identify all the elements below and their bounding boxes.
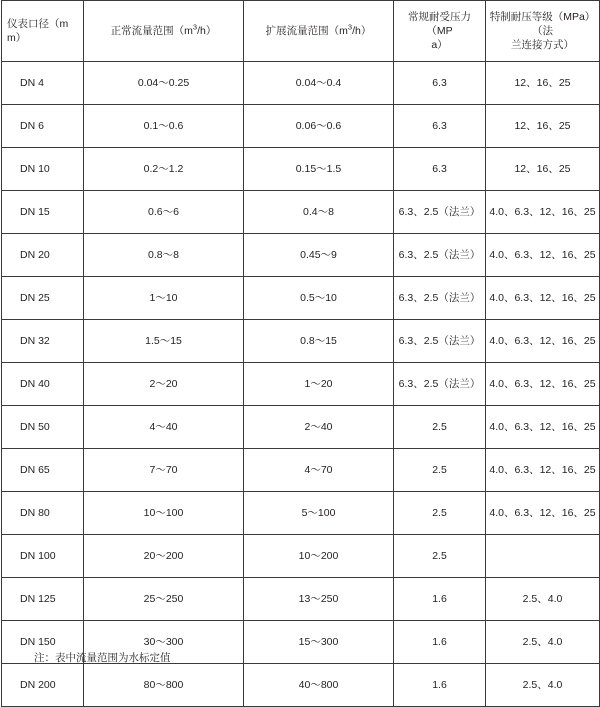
cell-normal-flow: 0.8～8 xyxy=(84,234,244,277)
cell-extended-flow: 4～70 xyxy=(244,449,394,492)
cell-normal-flow: 0.1～0.6 xyxy=(84,105,244,148)
cell-normal-flow: 80～800 xyxy=(84,664,244,707)
cell-diameter: DN 65 xyxy=(2,449,84,492)
cell-normal-flow: 25～250 xyxy=(84,578,244,621)
cell-pressure: 2.5 xyxy=(394,449,486,492)
header-special-pressure-line1: 特制耐压等级（MPa）（法 xyxy=(489,10,596,37)
cell-normal-flow: 20～200 xyxy=(84,535,244,578)
table-row xyxy=(2,406,600,449)
cell-special-pressure: 2.5、4.0 xyxy=(486,664,600,707)
cell-diameter: DN 200 xyxy=(2,664,84,707)
cell-extended-flow: 13～250 xyxy=(244,578,394,621)
cell-extended-flow: 40～800 xyxy=(244,664,394,707)
cell-diameter: DN 125 xyxy=(2,578,84,621)
cell-pressure: 2.5 xyxy=(394,406,486,449)
cell-diameter: DN 32 xyxy=(2,320,84,363)
cell-normal-flow: 7～70 xyxy=(84,449,244,492)
cell-diameter: DN 6 xyxy=(2,105,84,148)
header-pressure-line2: a） xyxy=(431,39,448,52)
header-cell-extended-flow xyxy=(244,1,394,62)
cell-extended-flow: 0.04～0.4 xyxy=(244,62,394,105)
cell-diameter: DN 100 xyxy=(2,535,84,578)
cell-extended-flow: 1～20 xyxy=(244,363,394,406)
cell-diameter: DN 25 xyxy=(2,277,84,320)
cell-diameter: DN 40 xyxy=(2,363,84,406)
table-row xyxy=(2,449,600,492)
cell-diameter: DN 20 xyxy=(2,234,84,277)
cell-extended-flow: 2～40 xyxy=(244,406,394,449)
header-special-pressure-line2: 兰连接方式） xyxy=(511,39,574,52)
cell-special-pressure: 4.0、6.3、12、16、25 xyxy=(486,277,600,320)
cell-normal-flow: 30～300 xyxy=(84,621,244,664)
header-pressure-line1: 常规耐受压力（MP xyxy=(408,10,471,37)
header-diameter-line2: m） xyxy=(7,32,27,44)
cell-pressure: 1.6 xyxy=(394,664,486,707)
cell-pressure: 6.3、2.5（法兰） xyxy=(394,191,486,234)
cell-normal-flow: 1.5～15 xyxy=(84,320,244,363)
cell-extended-flow: 15～300 xyxy=(244,621,394,664)
cell-special-pressure: 4.0、6.3、12、16、25 xyxy=(486,492,600,535)
cell-diameter: DN 10 xyxy=(2,148,84,191)
cell-extended-flow: 10～200 xyxy=(244,535,394,578)
cell-pressure: 6.3、2.5（法兰） xyxy=(394,363,486,406)
cell-special-pressure: 4.0、6.3、12、16、25 xyxy=(486,449,600,492)
table-row xyxy=(2,578,600,621)
table-row xyxy=(2,535,600,578)
table-row xyxy=(2,277,600,320)
cell-extended-flow: 0.15～1.5 xyxy=(244,148,394,191)
cell-pressure: 6.3 xyxy=(394,148,486,191)
cell-diameter: DN 80 xyxy=(2,492,84,535)
header-normal-flow-b: /h） xyxy=(197,24,217,37)
cell-extended-flow: 0.45～9 xyxy=(244,234,394,277)
cell-normal-flow: 0.6～6 xyxy=(84,191,244,234)
cell-diameter: DN 50 xyxy=(2,406,84,449)
header-extended-flow-b: /h） xyxy=(352,24,372,37)
cell-normal-flow: 2～20 xyxy=(84,363,244,406)
cell-diameter: DN 4 xyxy=(2,62,84,105)
table-header xyxy=(2,1,600,62)
table-row xyxy=(2,148,600,191)
specification-table xyxy=(1,0,600,707)
cell-normal-flow: 1～10 xyxy=(84,277,244,320)
table-row xyxy=(2,234,600,277)
cell-pressure: 1.6 xyxy=(394,621,486,664)
header-diameter-line1: 仪表口径（m xyxy=(7,17,69,30)
cell-pressure: 1.6 xyxy=(394,578,486,621)
cell-normal-flow: 0.04～0.25 xyxy=(84,62,244,105)
cell-pressure: 6.3 xyxy=(394,105,486,148)
header-cell-special-pressure xyxy=(486,1,600,62)
cell-pressure: 2.5 xyxy=(394,492,486,535)
header-cell-normal-flow xyxy=(84,1,244,62)
cell-special-pressure: 4.0、6.3、12、16、25 xyxy=(486,320,600,363)
cell-normal-flow: 10～100 xyxy=(84,492,244,535)
table-footnote: 注：表中流量范围为水标定值 xyxy=(34,652,171,664)
cell-special-pressure: 12、16、25 xyxy=(486,105,600,148)
cell-special-pressure: 12、16、25 xyxy=(486,62,600,105)
table-body xyxy=(2,62,600,707)
cell-diameter: DN 150 xyxy=(2,621,84,664)
table-row xyxy=(2,62,600,105)
cell-special-pressure: 12、16、25 xyxy=(486,148,600,191)
cell-pressure: 6.3 xyxy=(394,62,486,105)
cell-extended-flow: 0.8～15 xyxy=(244,320,394,363)
header-normal-flow-a: 正常流量范围（m xyxy=(110,24,193,37)
table-row xyxy=(2,664,600,707)
table-row xyxy=(2,363,600,406)
cell-special-pressure: 4.0、6.3、12、16、25 xyxy=(486,363,600,406)
header-extended-flow-a: 扩展流量范围（m xyxy=(265,24,348,37)
cell-pressure: 6.3、2.5（法兰） xyxy=(394,277,486,320)
cell-extended-flow: 0.5～10 xyxy=(244,277,394,320)
cell-special-pressure: 4.0、6.3、12、16、25 xyxy=(486,191,600,234)
cell-extended-flow: 5～100 xyxy=(244,492,394,535)
table-row xyxy=(2,492,600,535)
cell-normal-flow: 0.2～1.2 xyxy=(84,148,244,191)
cell-pressure: 6.3、2.5（法兰） xyxy=(394,234,486,277)
header-cell-diameter xyxy=(2,1,84,62)
cell-pressure: 6.3、2.5（法兰） xyxy=(394,320,486,363)
header-row xyxy=(2,1,600,62)
table-row xyxy=(2,320,600,363)
cell-normal-flow: 4～40 xyxy=(84,406,244,449)
cell-special-pressure: 4.0、6.3、12、16、25 xyxy=(486,406,600,449)
header-extended-flow-sup: 3 xyxy=(347,22,353,32)
cell-special-pressure: 4.0、6.3、12、16、25 xyxy=(486,234,600,277)
table-row xyxy=(2,105,600,148)
cell-extended-flow: 0.06～0.6 xyxy=(244,105,394,148)
cell-diameter: DN 15 xyxy=(2,191,84,234)
cell-special-pressure: 2.5、4.0 xyxy=(486,578,600,621)
table-row xyxy=(2,191,600,234)
cell-extended-flow: 0.4～8 xyxy=(244,191,394,234)
cell-special-pressure: 2.5、4.0 xyxy=(486,621,600,664)
header-cell-pressure xyxy=(394,1,486,62)
cell-pressure: 2.5 xyxy=(394,535,486,578)
cell-special-pressure xyxy=(486,535,600,578)
header-normal-flow-sup: 3 xyxy=(192,22,198,32)
